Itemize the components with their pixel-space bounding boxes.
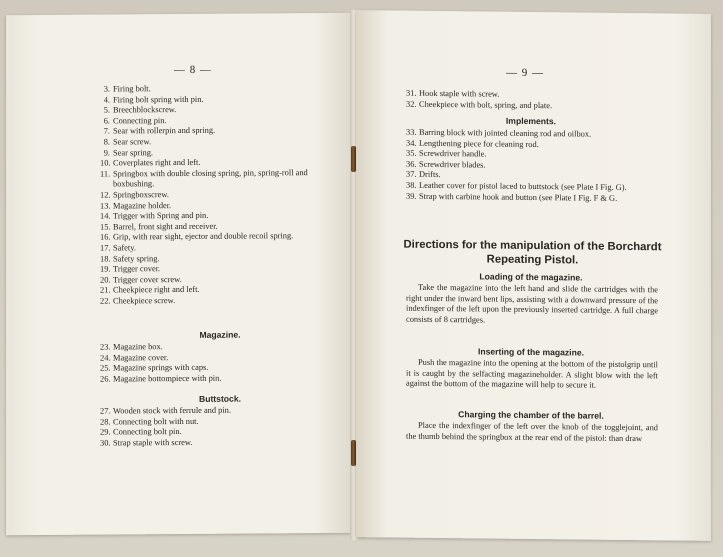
item-text: Firing bolt. xyxy=(113,84,151,94)
item-number: 29. xyxy=(100,427,111,437)
item-text: Connecting pin. xyxy=(113,115,167,126)
item-text: Magazine bottompiece with pin. xyxy=(113,373,222,384)
item-text: Breechblockscrew. xyxy=(113,105,177,115)
item-text: Magazine box. xyxy=(113,342,163,352)
parts-list xyxy=(100,83,340,307)
item-number: 33. xyxy=(406,127,417,137)
inserting-paragraph: Push the magazine into the opening at the bottom of the pistolgrip until it is caught by the selfacting magazineholder. A slight blow with the left against the bottom of the magazine will help to secure it. xyxy=(406,357,658,391)
section-heading-buttstock: Buttstock. xyxy=(198,393,242,404)
item-number: 36. xyxy=(406,159,417,169)
item-text: Cheekpiece with bolt, spring, and plate. xyxy=(419,99,553,110)
list-item xyxy=(406,99,656,112)
item-number: 28. xyxy=(100,417,111,427)
buttstock-parts-list xyxy=(100,405,340,449)
item-number: 37. xyxy=(406,170,417,180)
item-number: 24. xyxy=(100,353,111,363)
item-number: 30. xyxy=(100,438,111,448)
item-number: 35. xyxy=(406,148,417,158)
item-text: Trigger with Spring and pin. xyxy=(113,210,209,221)
item-text: Leather cover for pistol laced to buttstock (see Plate I Fig. G). xyxy=(419,180,627,192)
item-number: 15. xyxy=(100,222,111,232)
item-number: 3. xyxy=(103,84,110,94)
section-heading-charging: Charging the chamber of the barrel. xyxy=(458,409,604,421)
item-number: 39. xyxy=(406,191,417,201)
list-item xyxy=(406,191,656,204)
item-number: 22. xyxy=(100,296,111,306)
item-text: Barring block with jointed cleaning rod and oilbox. xyxy=(419,127,592,139)
item-number: 5. xyxy=(103,105,110,115)
item-number: 10. xyxy=(100,158,111,168)
item-number: 27. xyxy=(100,406,111,416)
item-number: 31. xyxy=(406,88,417,98)
item-text: Strap with carbine hook and button (see Plate I Fig. F & G. xyxy=(419,191,618,203)
item-number: 6. xyxy=(103,116,110,126)
parts-list xyxy=(406,89,656,113)
item-text: Strap staple with screw. xyxy=(113,437,193,448)
item-number: 12. xyxy=(100,190,111,200)
page-number: — 8 — xyxy=(174,63,212,77)
item-number: 9. xyxy=(103,148,110,158)
item-text: Lengthening piece for cleaning rod. xyxy=(419,138,539,149)
list-item xyxy=(100,437,340,449)
item-text: Safety spring. xyxy=(113,253,160,263)
directions-title: Directions for the manipulation of the Borchardt Repeating Pistol. xyxy=(403,238,662,267)
item-number: 38. xyxy=(406,180,417,190)
page-number: — 9 — xyxy=(506,66,544,80)
item-number: 14. xyxy=(100,211,111,221)
left-page xyxy=(6,13,356,535)
item-text: Magazine cover. xyxy=(113,352,169,363)
magazine-parts-list xyxy=(100,341,340,385)
section-heading-magazine: Magazine. xyxy=(199,329,241,340)
item-text: Cheekpiece right and left. xyxy=(113,285,200,295)
item-text: Magazine holder. xyxy=(113,200,172,211)
item-text: Sear screw. xyxy=(113,137,152,147)
item-text: Connecting bolt pin. xyxy=(113,427,182,437)
item-number: 23. xyxy=(100,342,111,352)
item-number: 21. xyxy=(100,285,111,295)
list-item xyxy=(100,373,340,385)
charging-paragraph: Place the indexfinger of the left over the knob of the togglejoint, and the thumb behind the springbox at the rear end of the pistol: than draw xyxy=(406,420,658,443)
item-text: Sear with rollerpin and spring. xyxy=(113,126,216,136)
item-number: 34. xyxy=(406,138,417,148)
item-text: Grip, with rear sight, ejector and double recoil spring. xyxy=(113,231,294,242)
item-number: 8. xyxy=(103,137,110,147)
item-number: 26. xyxy=(100,374,111,384)
item-text: Firing bolt spring with pin. xyxy=(113,94,204,105)
item-text: Sear spring. xyxy=(113,147,154,158)
section-heading-implements: Implements. xyxy=(505,115,557,127)
item-number: 4. xyxy=(103,95,110,105)
item-text: Drifts. xyxy=(419,170,441,180)
item-text: Coverplates right and left. xyxy=(113,158,201,168)
implements-list xyxy=(406,128,656,205)
item-text: Screwdriver blades. xyxy=(419,159,486,170)
item-number: 11. xyxy=(100,169,111,179)
item-text: Trigger cover screw. xyxy=(113,274,182,285)
item-number: 17. xyxy=(100,243,111,253)
list-item xyxy=(100,295,340,307)
section-heading-loading: Loading of the magazine. xyxy=(479,271,583,283)
item-text: Wooden stock with ferrule and pin. xyxy=(113,405,231,416)
item-text: Cheekpiece screw. xyxy=(113,295,176,306)
item-number: 19. xyxy=(100,264,111,274)
item-text: Safety. xyxy=(113,243,136,253)
item-number: 16. xyxy=(100,232,111,242)
item-text: Springboxscrew. xyxy=(113,190,169,200)
item-text: Screwdriver handle. xyxy=(419,148,487,159)
section-heading-inserting: Inserting of the magazine. xyxy=(477,346,584,358)
item-text: Springbox with double closing spring, pin, spring-roll and boxbushing. xyxy=(113,167,308,189)
item-text: Trigger cover. xyxy=(113,264,161,274)
loading-paragraph: Take the magazine into the left hand and slide the cartridges with the right under the inward bent lips, assisting with a downward pressure of the indexfinger of the left upon the previously inserted cartridge. A full charge consists of 8 cartridges. xyxy=(406,282,658,325)
item-number: 18. xyxy=(100,253,111,264)
right-page xyxy=(356,10,711,541)
item-number: 13. xyxy=(100,201,111,211)
item-number: 32. xyxy=(406,99,417,109)
item-number: 25. xyxy=(100,363,111,373)
item-number: 7. xyxy=(103,126,110,136)
item-text: Magazine springs with caps. xyxy=(113,362,209,373)
item-text: Connecting bolt with nut. xyxy=(113,416,199,427)
list-item xyxy=(100,168,340,191)
item-text: Barrel, front sight and receiver. xyxy=(113,221,218,232)
item-text: Hook staple with screw. xyxy=(419,88,500,99)
item-number: 20. xyxy=(100,275,111,285)
